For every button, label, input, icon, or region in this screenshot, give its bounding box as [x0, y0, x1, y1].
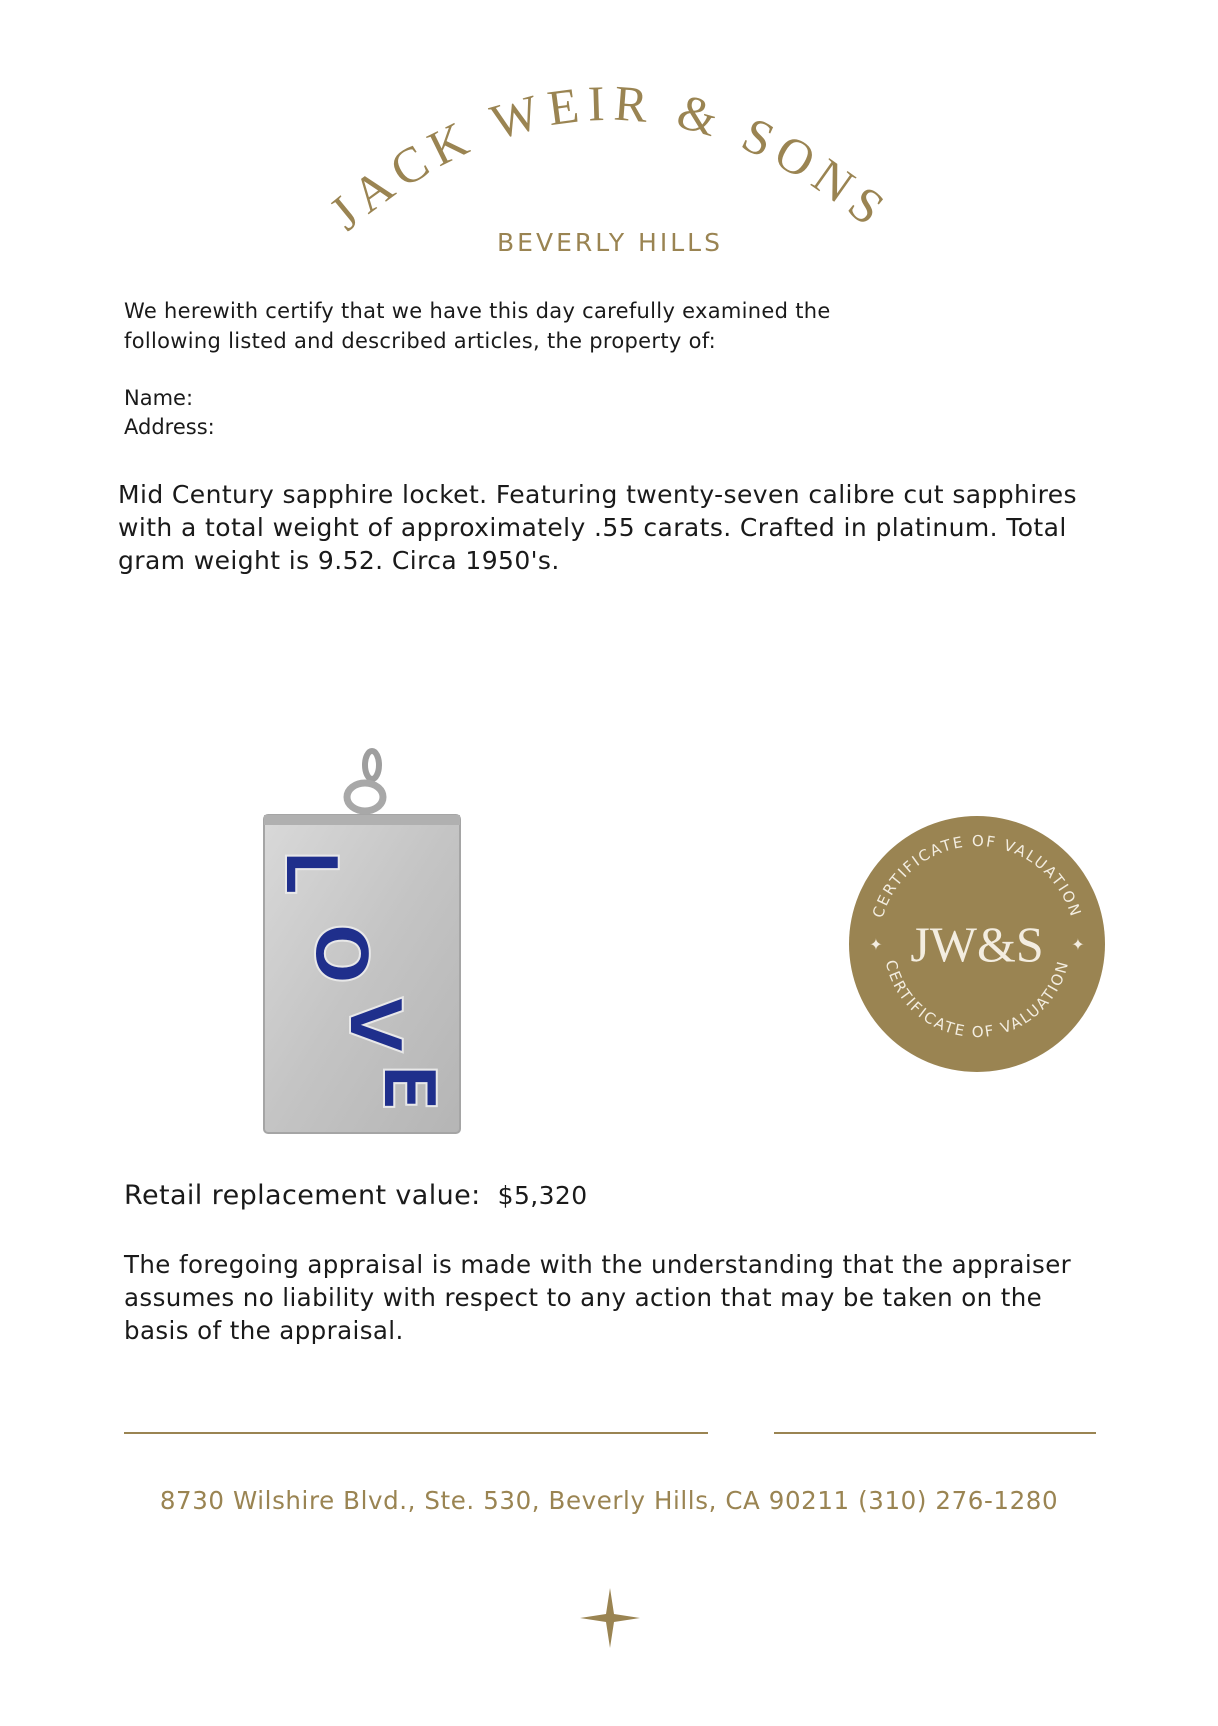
- engraving-letter-o: O: [299, 923, 383, 985]
- retail-value: [124, 1178, 588, 1214]
- address-label: Address:: [124, 415, 215, 439]
- brand-location: BEVERLY HILLS: [497, 228, 723, 257]
- engraving-letter-e: E: [367, 1063, 451, 1113]
- liability-disclaimer: The foregoing appraisal is made with the understanding that the appraiser assumes no liability with respect to any action that may be taken on the basis of the appraisal.: [124, 1250, 1072, 1345]
- seal-sparkle-right: ✦: [1071, 935, 1085, 954]
- engraving-letter-l: L: [269, 849, 353, 895]
- certification-statement: We herewith certify that we have this day carefully examined the following listed and described articles, the property of:: [124, 299, 831, 353]
- signature-line-right: [774, 1432, 1096, 1434]
- item-description: Mid Century sapphire locket. Featuring twenty-seven calibre cut sapphires with a total weight of approximately .55 carats. Crafted in platinum. Total gram weight is 9.52. Circa 1950's.: [118, 480, 1077, 575]
- retail-value-label: Retail replacement value:: [124, 1180, 481, 1211]
- certificate-seal: [848, 815, 1106, 1073]
- engraving-letter-v: V: [333, 997, 417, 1053]
- sparkle-star-icon: [580, 1588, 640, 1648]
- footer-address: 8730 Wilshire Blvd., Ste. 530, Beverly Hills, CA 90211 (310) 276-1280: [159, 1486, 1059, 1515]
- brand-logo: [300, 80, 920, 270]
- signature-line-left: [124, 1432, 708, 1434]
- seal-sparkle-left: ✦: [869, 935, 883, 954]
- pendant-image: [250, 745, 480, 1145]
- owner-fields: [124, 384, 215, 442]
- brand-name: JACK WEIR & SONS: [318, 80, 902, 241]
- pendant-jump-ring: [347, 783, 383, 811]
- name-label: Name:: [124, 386, 194, 410]
- retail-value-amount: $5,320: [497, 1181, 588, 1210]
- seal-ring-text-top: CERTIFICATE OF VALUATION: [868, 831, 1086, 921]
- seal-ring-text-bottom: CERTIFICATE OF VALUATION: [881, 957, 1073, 1042]
- pendant-bail: [365, 751, 379, 779]
- seal-monogram: JW&S: [910, 916, 1044, 972]
